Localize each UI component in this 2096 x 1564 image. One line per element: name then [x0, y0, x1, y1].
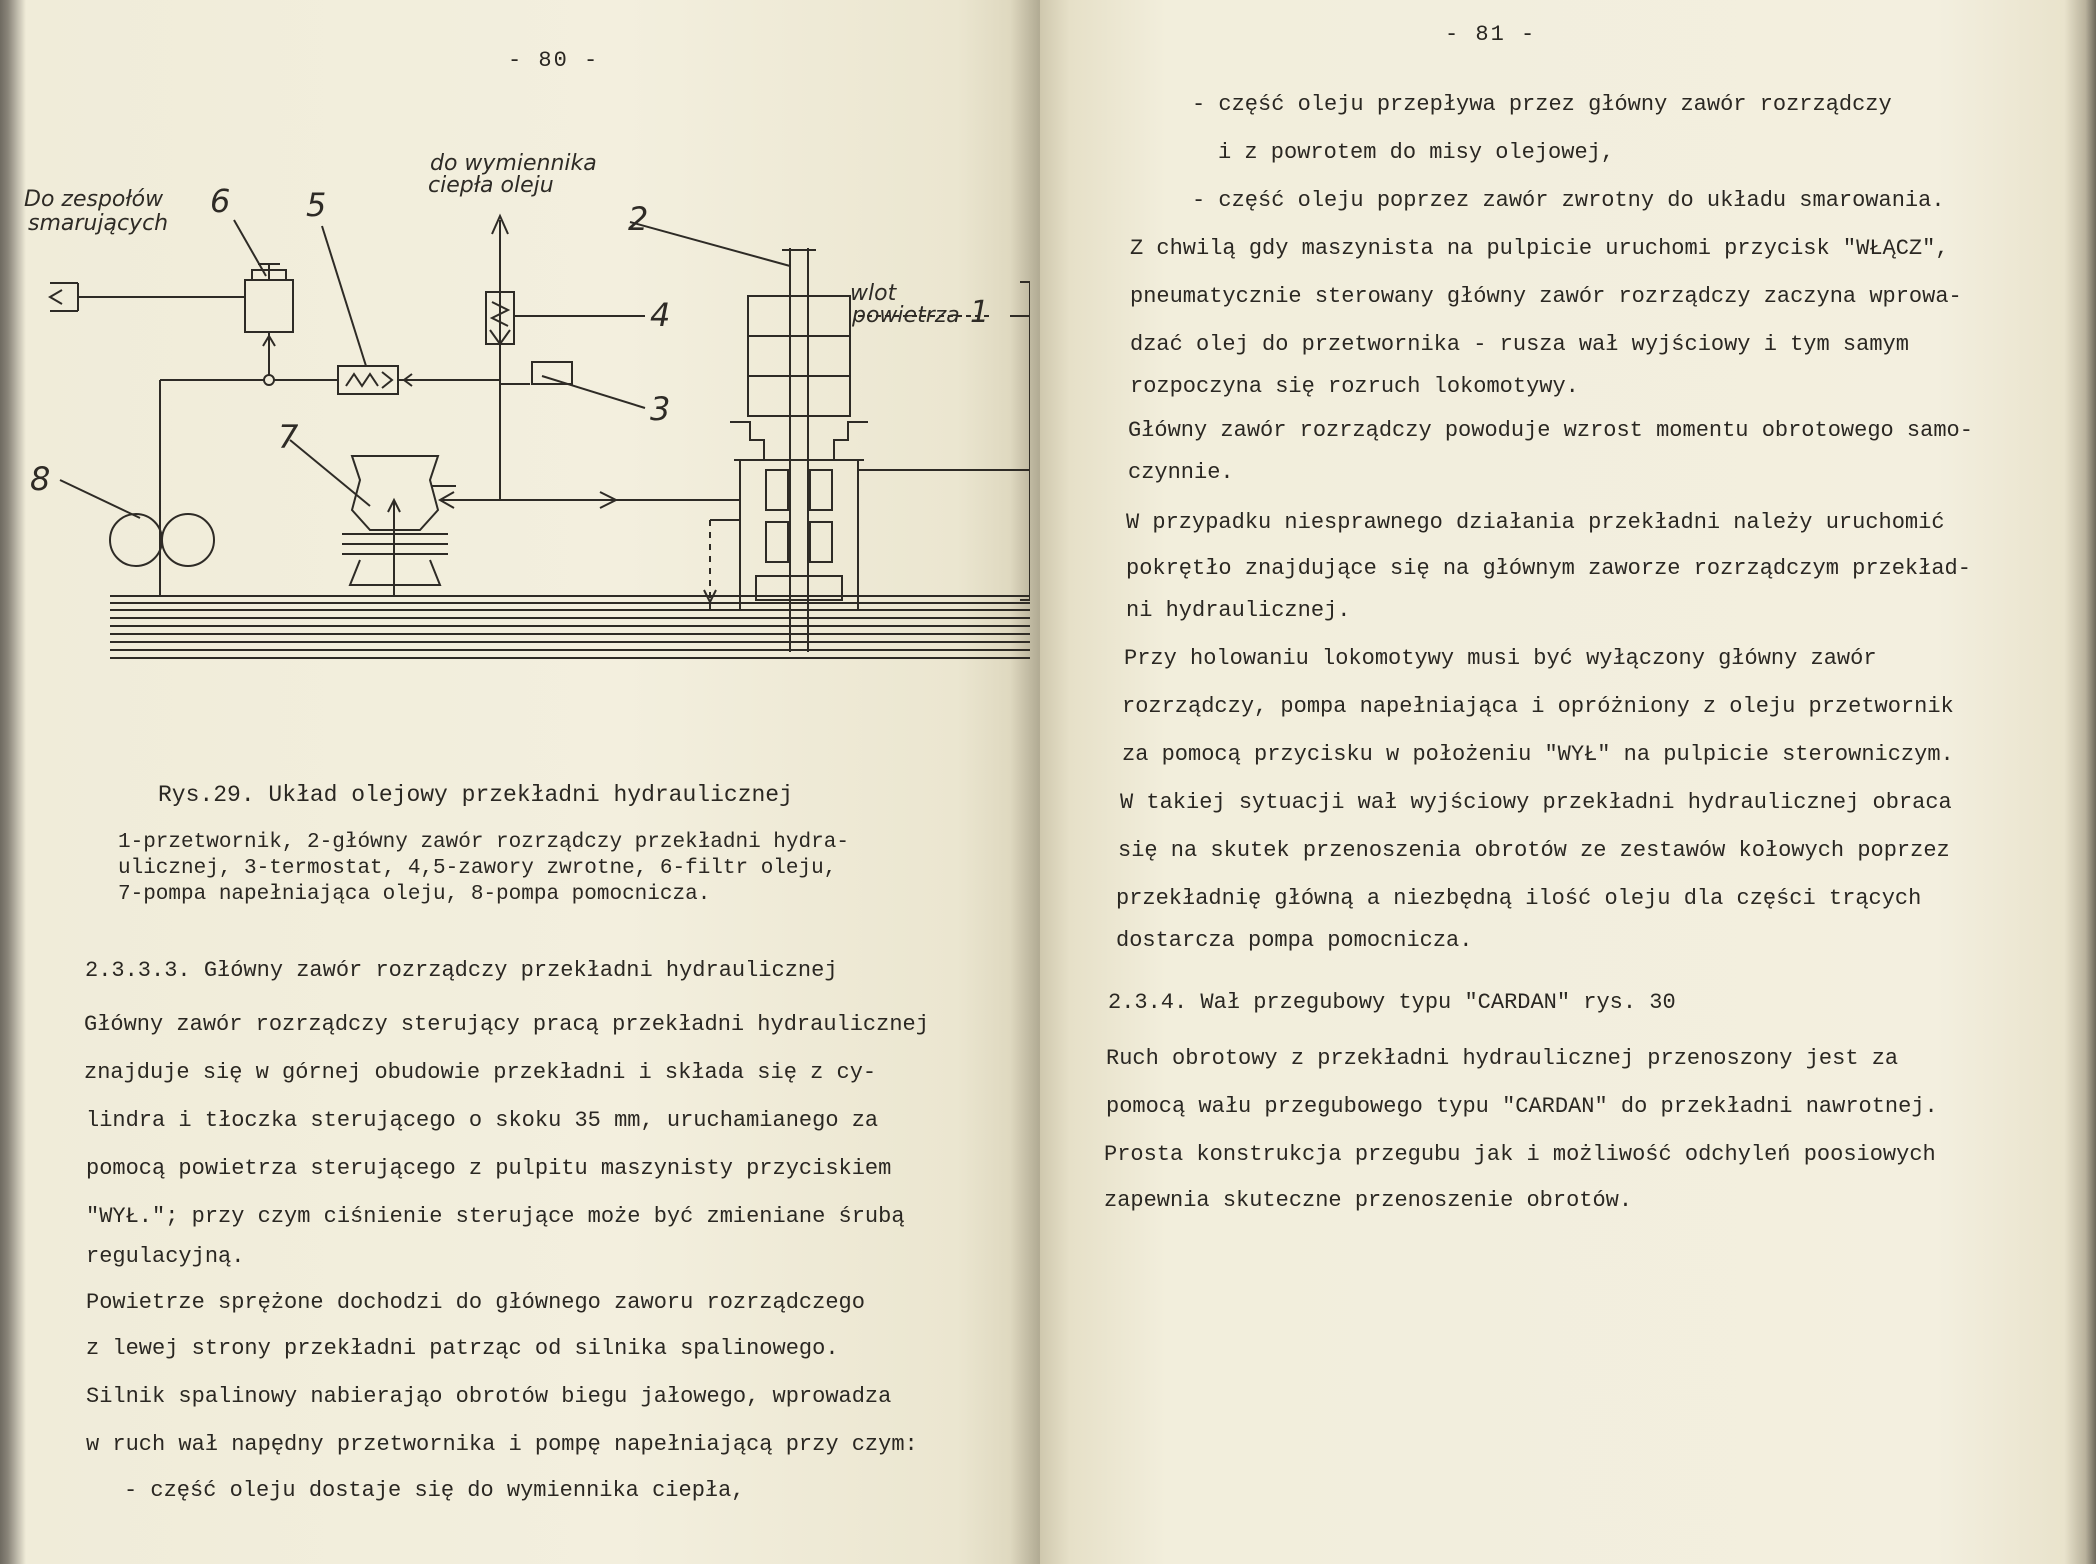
left-page	[0, 0, 1040, 1564]
label-lubrication-units: Do zespołów	[24, 187, 164, 212]
text-line: w ruch wał napędny przetwornika i pompę napełniającą przy czym:	[86, 1432, 918, 1457]
oil-system-diagram	[20, 140, 1030, 700]
text-line: dostarcza pompa pomocnicza.	[1116, 928, 1473, 953]
section-heading-2-3-4: 2.3.4. Wał przegubowy typu "CARDAN" rys. 30	[1108, 990, 1676, 1015]
text-line: pomocą powietrza sterującego z pulpitu maszynisty przyciskiem	[86, 1156, 892, 1181]
label-number-3: 3	[650, 390, 671, 428]
thermostat-3	[532, 362, 645, 408]
text-line: Prosta konstrukcja przegubu jak i możliwość odchyleń poosiowych	[1104, 1142, 1936, 1167]
text-line: pokrętło znajdujące się na głównym zaworze rozrządczym przekład-	[1126, 556, 1971, 581]
text-line: się na skutek przenoszenia obrotów ze zestawów kołowych poprzez	[1118, 838, 1950, 863]
label-number-4: 4	[650, 296, 671, 334]
label-number-6: 6	[210, 182, 231, 220]
main-valve-assembly	[630, 222, 1030, 652]
label-lubrication-units-line2: smarujących	[28, 211, 169, 236]
text-line: za pomocą przycisku w położeniu "WYŁ" na pulpicie sterowniczym.	[1122, 742, 1954, 767]
text-line: znajduje się w górnej obudowie przekładni i składa się z cy-	[84, 1060, 877, 1085]
text-line: zapewnia skuteczne przenoszenie obrotów.	[1104, 1188, 1633, 1213]
right-page	[1040, 0, 2096, 1564]
text-line: Powietrze sprężone dochodzi do głównego zaworu rozrządczego	[86, 1290, 865, 1315]
text-line: - część oleju dostaje się do wymiennika ciepła,	[124, 1478, 745, 1503]
check-valve-4	[486, 292, 645, 344]
text-line: Z chwilą gdy maszynista na pulpicie uruchomi przycisk "WŁĄCZ",	[1130, 236, 1949, 261]
text-line: dzać olej do przetwornika - rusza wał wyjściowy i tym samym	[1130, 332, 1909, 357]
text-line: - część oleju przepływa przez główny zawór rozrządczy	[1192, 92, 1892, 117]
auxiliary-pump-8	[60, 480, 214, 596]
text-line: Główny zawór rozrządczy sterujący pracą przekładni hydraulicznej	[84, 1012, 929, 1037]
page-number-left: - 80 -	[508, 48, 600, 73]
label-air-inlet-line2: powietrza	[852, 303, 960, 328]
section-heading-2-3-3-3: 2.3.3.3. Główny zawór rozrządczy przekładni hydraulicznej	[85, 958, 838, 983]
text-line: przekładnię główną a niezbędną ilość oleju dla części trących	[1116, 886, 1922, 911]
text-line: W przypadku niesprawnego działania przekładni należy uruchomić	[1126, 510, 1945, 535]
text-line: lindra i tłoczka sterującego o skoku 35 mm, uruchamianego za	[86, 1108, 879, 1133]
text-line: regulacyjną.	[86, 1244, 245, 1269]
text-line: - część oleju poprzez zawór zwrotny do układu smarowania.	[1192, 188, 1945, 213]
text-line: rozrządczy, pompa napełniająca i opróżniony z oleju przetwornik	[1122, 694, 1954, 719]
oil-filter-6	[245, 264, 293, 376]
label-number-7: 7	[278, 418, 299, 456]
label-number-8: 8	[30, 460, 51, 498]
text-line: Przy holowaniu lokomotywy musi być wyłączony główny zawór	[1124, 646, 1877, 671]
text-line: Ruch obrotowy z przekładni hydraulicznej przenoszony jest za	[1106, 1046, 1899, 1071]
text-line: pneumatycznie sterowany główny zawór rozrządczy zaczyna wprowa-	[1130, 284, 1962, 309]
label-heat-exchanger: do wymiennika	[430, 151, 597, 176]
lubrication-outlet	[50, 283, 245, 311]
label-heat-exchanger-line2: ciepła oleju	[428, 173, 554, 198]
text-line: Główny zawór rozrządczy powoduje wzrost momentu obrotowego samo-	[1128, 418, 1973, 443]
text-line: rozpoczyna się rozruch lokomotywy.	[1130, 374, 1579, 399]
label-number-5: 5	[306, 186, 327, 224]
filling-pump-7	[290, 440, 456, 595]
text-line: ni hydraulicznej.	[1126, 598, 1351, 623]
text-line: W takiej sytuacji wał wyjściowy przekładni hydraulicznej obraca	[1120, 790, 1952, 815]
text-line: Silnik spalinowy nabierająo obrotów biegu jałowego, wprowadza	[86, 1384, 892, 1409]
text-line: czynnie.	[1128, 460, 1234, 485]
text-line: "WYŁ."; przy czym ciśnienie sterujące może być zmieniane śrubą	[86, 1204, 905, 1229]
text-line: pomocą wału przegubowego typu "CARDAN" do przekładni nawrotnej.	[1106, 1094, 1938, 1119]
label-number-1: 1	[970, 295, 990, 330]
label-air-inlet: wlot	[850, 281, 897, 306]
page-number-right: - 81 -	[1445, 22, 1537, 47]
figure-caption-legend: 1-przetwornik, 2-główny zawór rozrządczy przekładni hydra- ulicznej, 3-termostat, 4,5-zawory zwrotne, 6-filtr oleju, 7-pompa napełniająca oleju, 8-pompa pomocnicza.	[118, 831, 849, 906]
figure-caption-title: Rys.29. Układ olejowy przekładni hydraulicznej	[158, 782, 793, 808]
oil-sump-lines	[110, 596, 1030, 658]
text-line: i z powrotem do misy olejowej,	[1218, 140, 1615, 165]
label-number-2: 2	[628, 200, 649, 238]
text-line: z lewej strony przekładni patrząc od silnika spalinowego.	[86, 1336, 839, 1361]
